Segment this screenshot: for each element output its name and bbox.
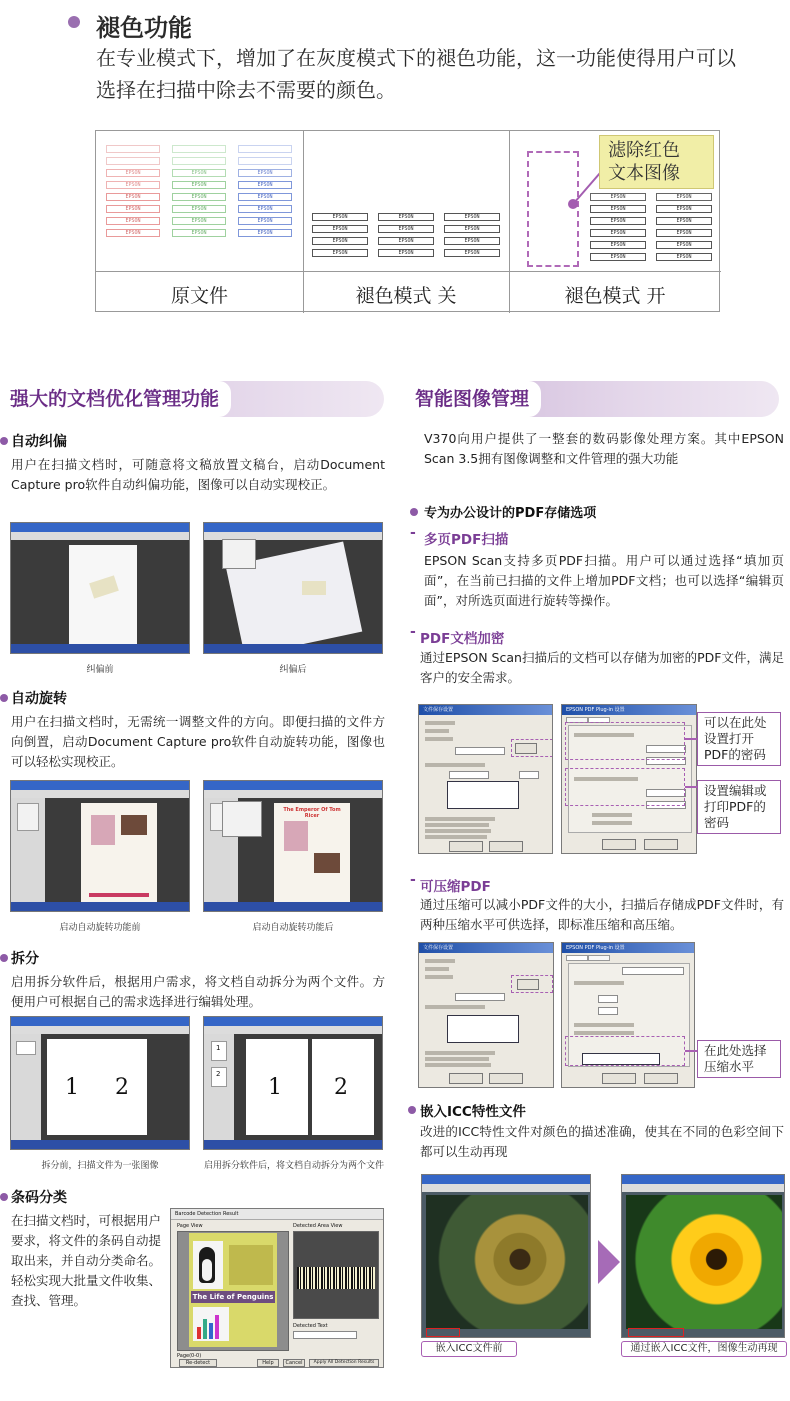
bullet-dot (0, 437, 8, 445)
detected-area-label: Detected Area View (293, 1223, 343, 1229)
caption-dropout-on: 褪色模式 开 (564, 285, 666, 307)
dialog-title: EPSON PDF Plug-in 设置 (566, 945, 625, 951)
mini-label: EPSON (656, 253, 712, 261)
dialog-title: 文件保存设置 (423, 707, 454, 713)
book-title: The Life of Penguins (192, 1293, 274, 1301)
icc-profile-tag (628, 1328, 684, 1337)
deskew-title: 自动纠偏 (11, 434, 67, 450)
cancel-button[interactable] (489, 1073, 523, 1084)
icc-profile-tag (426, 1328, 460, 1337)
ok-button[interactable] (449, 841, 483, 852)
page-number: 2 (334, 1075, 348, 1100)
dropped-red-area (527, 151, 579, 267)
mini-label: EPSON (656, 217, 712, 225)
bullet-dot (0, 954, 8, 962)
highlight-permission-password (565, 768, 685, 806)
dialog-title: 文件保存设置 (423, 945, 454, 951)
flower-photo-vivid (626, 1195, 782, 1329)
page-label: Page(0-0) (177, 1353, 202, 1359)
scanned-page (69, 545, 137, 647)
arrow-right-icon (598, 1240, 620, 1284)
multipage-text: EPSON Scan支持多页PDF扫描。用户可以通过选择“填加页面”，在当前已扫描的文件上增加PDF文档；也可以选择“编辑页面”，对所选页面进行旋转等操作。 (424, 553, 784, 608)
barcode-image (297, 1267, 375, 1289)
original-blue-column (238, 145, 292, 241)
business-card (302, 581, 326, 595)
split-text: 启用拆分软件后，根据用户需求，将文档自动拆分为两个文件。方便用户可根据自己的需求选择进行编辑处理。 (11, 974, 385, 1009)
dash-marker: - (410, 624, 416, 640)
mini-label: EPSON (172, 181, 226, 189)
detected-text-label: Detected Text (293, 1323, 328, 1329)
context-menu (222, 539, 256, 569)
cancel-button[interactable]: Cancel (283, 1359, 305, 1367)
cancel-button[interactable] (644, 839, 678, 850)
page-view-label: Page View (177, 1223, 203, 1229)
compress-title: 可压缩PDF (420, 879, 491, 895)
thumb-number: 2 (216, 1070, 221, 1078)
mini-label: EPSON (378, 237, 434, 245)
deskew-after-screenshot (203, 522, 383, 654)
rotate-title: 自动旋转 (11, 691, 67, 707)
dropout-off-col1 (312, 213, 368, 261)
ok-button[interactable] (602, 839, 636, 850)
section-header-bar-left (0, 381, 384, 417)
deskew-before-screenshot (10, 522, 190, 654)
flower-photo-dull (426, 1195, 588, 1329)
mini-label: EPSON (238, 169, 292, 177)
caption-icc-after: 通过嵌入ICC文件，图像生动再现 (621, 1341, 787, 1357)
mini-label: EPSON (312, 213, 368, 221)
mini-label: EPSON (106, 169, 160, 177)
detected-text-field[interactable] (293, 1331, 357, 1339)
format-list[interactable] (447, 781, 519, 809)
barcode-text: 在扫描文档时，可根据用户要求，将文件的条码自动提取出来，并自动分类命名。轻松实现大批量文件收集、查找、管理。 (11, 1213, 162, 1308)
apply-all-button[interactable]: Apply All Detection Results (309, 1359, 379, 1367)
encrypt-text: 通过EPSON Scan扫描后的文档可以存储为加密的PDF文件，满足客户的安全需求。 (420, 650, 784, 685)
bullet-dot (0, 1193, 8, 1201)
rotate-before-screenshot (10, 780, 190, 912)
mini-label: EPSON (590, 253, 646, 261)
dropout-callout: 滤除红色 文本图像 (599, 135, 714, 189)
mini-label: EPSON (656, 241, 712, 249)
dropout-description: 在专业模式下，增加了在灰度模式下的褪色功能，这一功能使得用户可以选择在扫描中除去不需要的颜色。 (96, 46, 736, 102)
redetect-button[interactable]: Re-detect (179, 1359, 217, 1367)
split-after-screenshot (203, 1016, 383, 1150)
page-headline: The Emperor Of Tom Ricer (283, 807, 341, 819)
mini-label: EPSON (106, 193, 160, 201)
mini-label: EPSON (312, 249, 368, 257)
mini-label: EPSON (444, 225, 500, 233)
bullet-dot (410, 508, 418, 516)
tab[interactable] (588, 955, 610, 961)
thumb-number: 1 (216, 1044, 221, 1052)
note-open-password: 可以在此处设置打开PDF的密码 (697, 712, 781, 766)
connector (685, 738, 697, 740)
caption-split-before: 拆分前，扫描文件为一张图像 (41, 1161, 159, 1171)
tab[interactable] (566, 955, 588, 961)
multipage-title: 多页PDF扫描 (424, 532, 509, 548)
dropout-off-col2 (378, 213, 434, 261)
help-button[interactable]: Help (257, 1359, 279, 1367)
mini-label: EPSON (172, 217, 226, 225)
dialog-title: EPSON PDF Plug-in 设置 (566, 707, 625, 713)
dropout-on-col1 (590, 193, 646, 265)
divider (96, 271, 721, 272)
file-save-settings-dialog (418, 704, 553, 854)
section-title-image-management: 智能图像管理 (405, 381, 541, 417)
caption-rotate-after: 启动自动旋转功能后 (252, 923, 334, 933)
ok-button[interactable] (602, 1073, 636, 1084)
caption-deskew-before: 纠偏前 (86, 665, 114, 675)
mini-label: EPSON (172, 205, 226, 213)
dash-marker: - (410, 872, 416, 888)
mini-label: EPSON (106, 229, 160, 237)
dropout-off-col3 (444, 213, 500, 261)
pdf-options-title: 专为办公设计的PDF存储选项 (424, 506, 597, 521)
icc-before-screenshot (421, 1174, 591, 1338)
scanned-page (47, 1039, 147, 1135)
mini-label: EPSON (444, 249, 500, 257)
caption-rotate-before: 启动自动旋转功能前 (59, 923, 141, 933)
mini-label: EPSON (238, 229, 292, 237)
icc-text: 改进的ICC特性文件对颜色的描述准确，使其在不同的色彩空间下都可以生动再现 (420, 1124, 784, 1159)
caption-split-after: 启用拆分软件后，将文档自动拆分为两个文件 (203, 1161, 384, 1171)
mini-label: EPSON (106, 217, 160, 225)
section-header-bar-right (405, 381, 779, 417)
pdf-plugin-settings-dialog-2 (561, 942, 695, 1088)
mini-label: EPSON (656, 193, 712, 201)
rotate-after-screenshot (203, 780, 383, 912)
thumbnail (16, 1041, 36, 1055)
highlight-compression (565, 1036, 685, 1066)
cancel-button[interactable] (644, 1073, 678, 1084)
mini-label: EPSON (378, 213, 434, 221)
thumbnail (17, 803, 39, 831)
mini-label: EPSON (444, 213, 500, 221)
highlight-open-password (565, 722, 685, 760)
connector (685, 786, 697, 788)
dropout-comparison-panel (95, 130, 720, 312)
icc-after-screenshot (621, 1174, 785, 1338)
dash-marker: - (410, 525, 416, 541)
compress-text: 通过压缩可以减小PDF文件的大小，扫描后存储成PDF文件时，有两种压缩水平可供选择，即标准压缩和高压缩。 (420, 897, 784, 932)
barcode-detection-window (170, 1208, 384, 1368)
format-list[interactable] (447, 1015, 519, 1043)
mini-label: EPSON (312, 225, 368, 233)
bullet-dot (68, 16, 80, 28)
split-title: 拆分 (11, 951, 39, 967)
mini-label: EPSON (106, 205, 160, 213)
page-number: 2 (115, 1075, 129, 1100)
highlight-options (511, 975, 553, 993)
mini-label: EPSON (590, 241, 646, 249)
mini-label: EPSON (590, 193, 646, 201)
mini-label: EPSON (106, 181, 160, 189)
dropout-on-col2 (656, 193, 712, 265)
mini-label: EPSON (656, 229, 712, 237)
caption-dropout-off: 褪色模式 关 (355, 285, 457, 307)
dropout-title: 褪色功能 (96, 14, 192, 42)
mini-label: EPSON (590, 205, 646, 213)
page-number: 1 (65, 1075, 79, 1100)
mini-label: EPSON (238, 193, 292, 201)
section-title-doc-management: 强大的文档优化管理功能 (0, 381, 231, 417)
mini-label: EPSON (312, 237, 368, 245)
mini-label: EPSON (238, 205, 292, 213)
mini-label: EPSON (172, 229, 226, 237)
note-permission-password: 设置编辑或打印PDF的密码 (697, 780, 781, 834)
highlight-options (511, 739, 553, 757)
original-red-column (106, 145, 160, 241)
mini-label: EPSON (444, 237, 500, 245)
ok-button[interactable] (449, 1073, 483, 1084)
barcode-title: 条码分类 (11, 1190, 67, 1206)
bullet-dot (408, 1106, 416, 1114)
mini-label: EPSON (378, 225, 434, 233)
mini-label: EPSON (238, 217, 292, 225)
caption-original: 原文件 (170, 285, 228, 307)
rotate-text: 用户在扫描文档时，无需统一调整文件的方向。即便扫描的文件方向倒置，启动Document Capture pro软件自动旋转功能，图像也可以轻松实现校正。 (11, 714, 385, 769)
caption-icc-before: 嵌入ICC文件前 (421, 1341, 517, 1357)
mini-label: EPSON (590, 217, 646, 225)
mini-label: EPSON (172, 169, 226, 177)
connector (685, 1050, 697, 1052)
icc-title: 嵌入ICC特性文件 (420, 1104, 526, 1120)
image-management-intro: V370向用户提供了一整套的数码影像处理方案。其中EPSON Scan 3.5拥有图像调整和文件管理的强大功能 (424, 431, 784, 466)
mini-label: EPSON (656, 205, 712, 213)
mini-label: EPSON (172, 193, 226, 201)
original-green-column (172, 145, 226, 241)
deskew-text: 用户在扫描文档时，可随意将文稿放置文稿台，启动Document Capture pro软件自动纠偏功能，图像可以自动实现校正。 (11, 457, 385, 492)
encrypt-title: PDF文档加密 (420, 631, 505, 647)
bullet-dot (0, 694, 8, 702)
cancel-button[interactable] (489, 841, 523, 852)
mini-label: EPSON (590, 229, 646, 237)
file-save-settings-dialog-2 (418, 942, 554, 1088)
page-number: 1 (268, 1075, 282, 1100)
window-title: Barcode Detection Result (175, 1211, 239, 1217)
note-compression: 在此处选择压缩水平 (697, 1040, 781, 1078)
split-before-screenshot (10, 1016, 190, 1150)
caption-deskew-after: 纠偏后 (279, 665, 307, 675)
mini-label: EPSON (378, 249, 434, 257)
mini-label: EPSON (238, 181, 292, 189)
context-menu (222, 801, 262, 837)
